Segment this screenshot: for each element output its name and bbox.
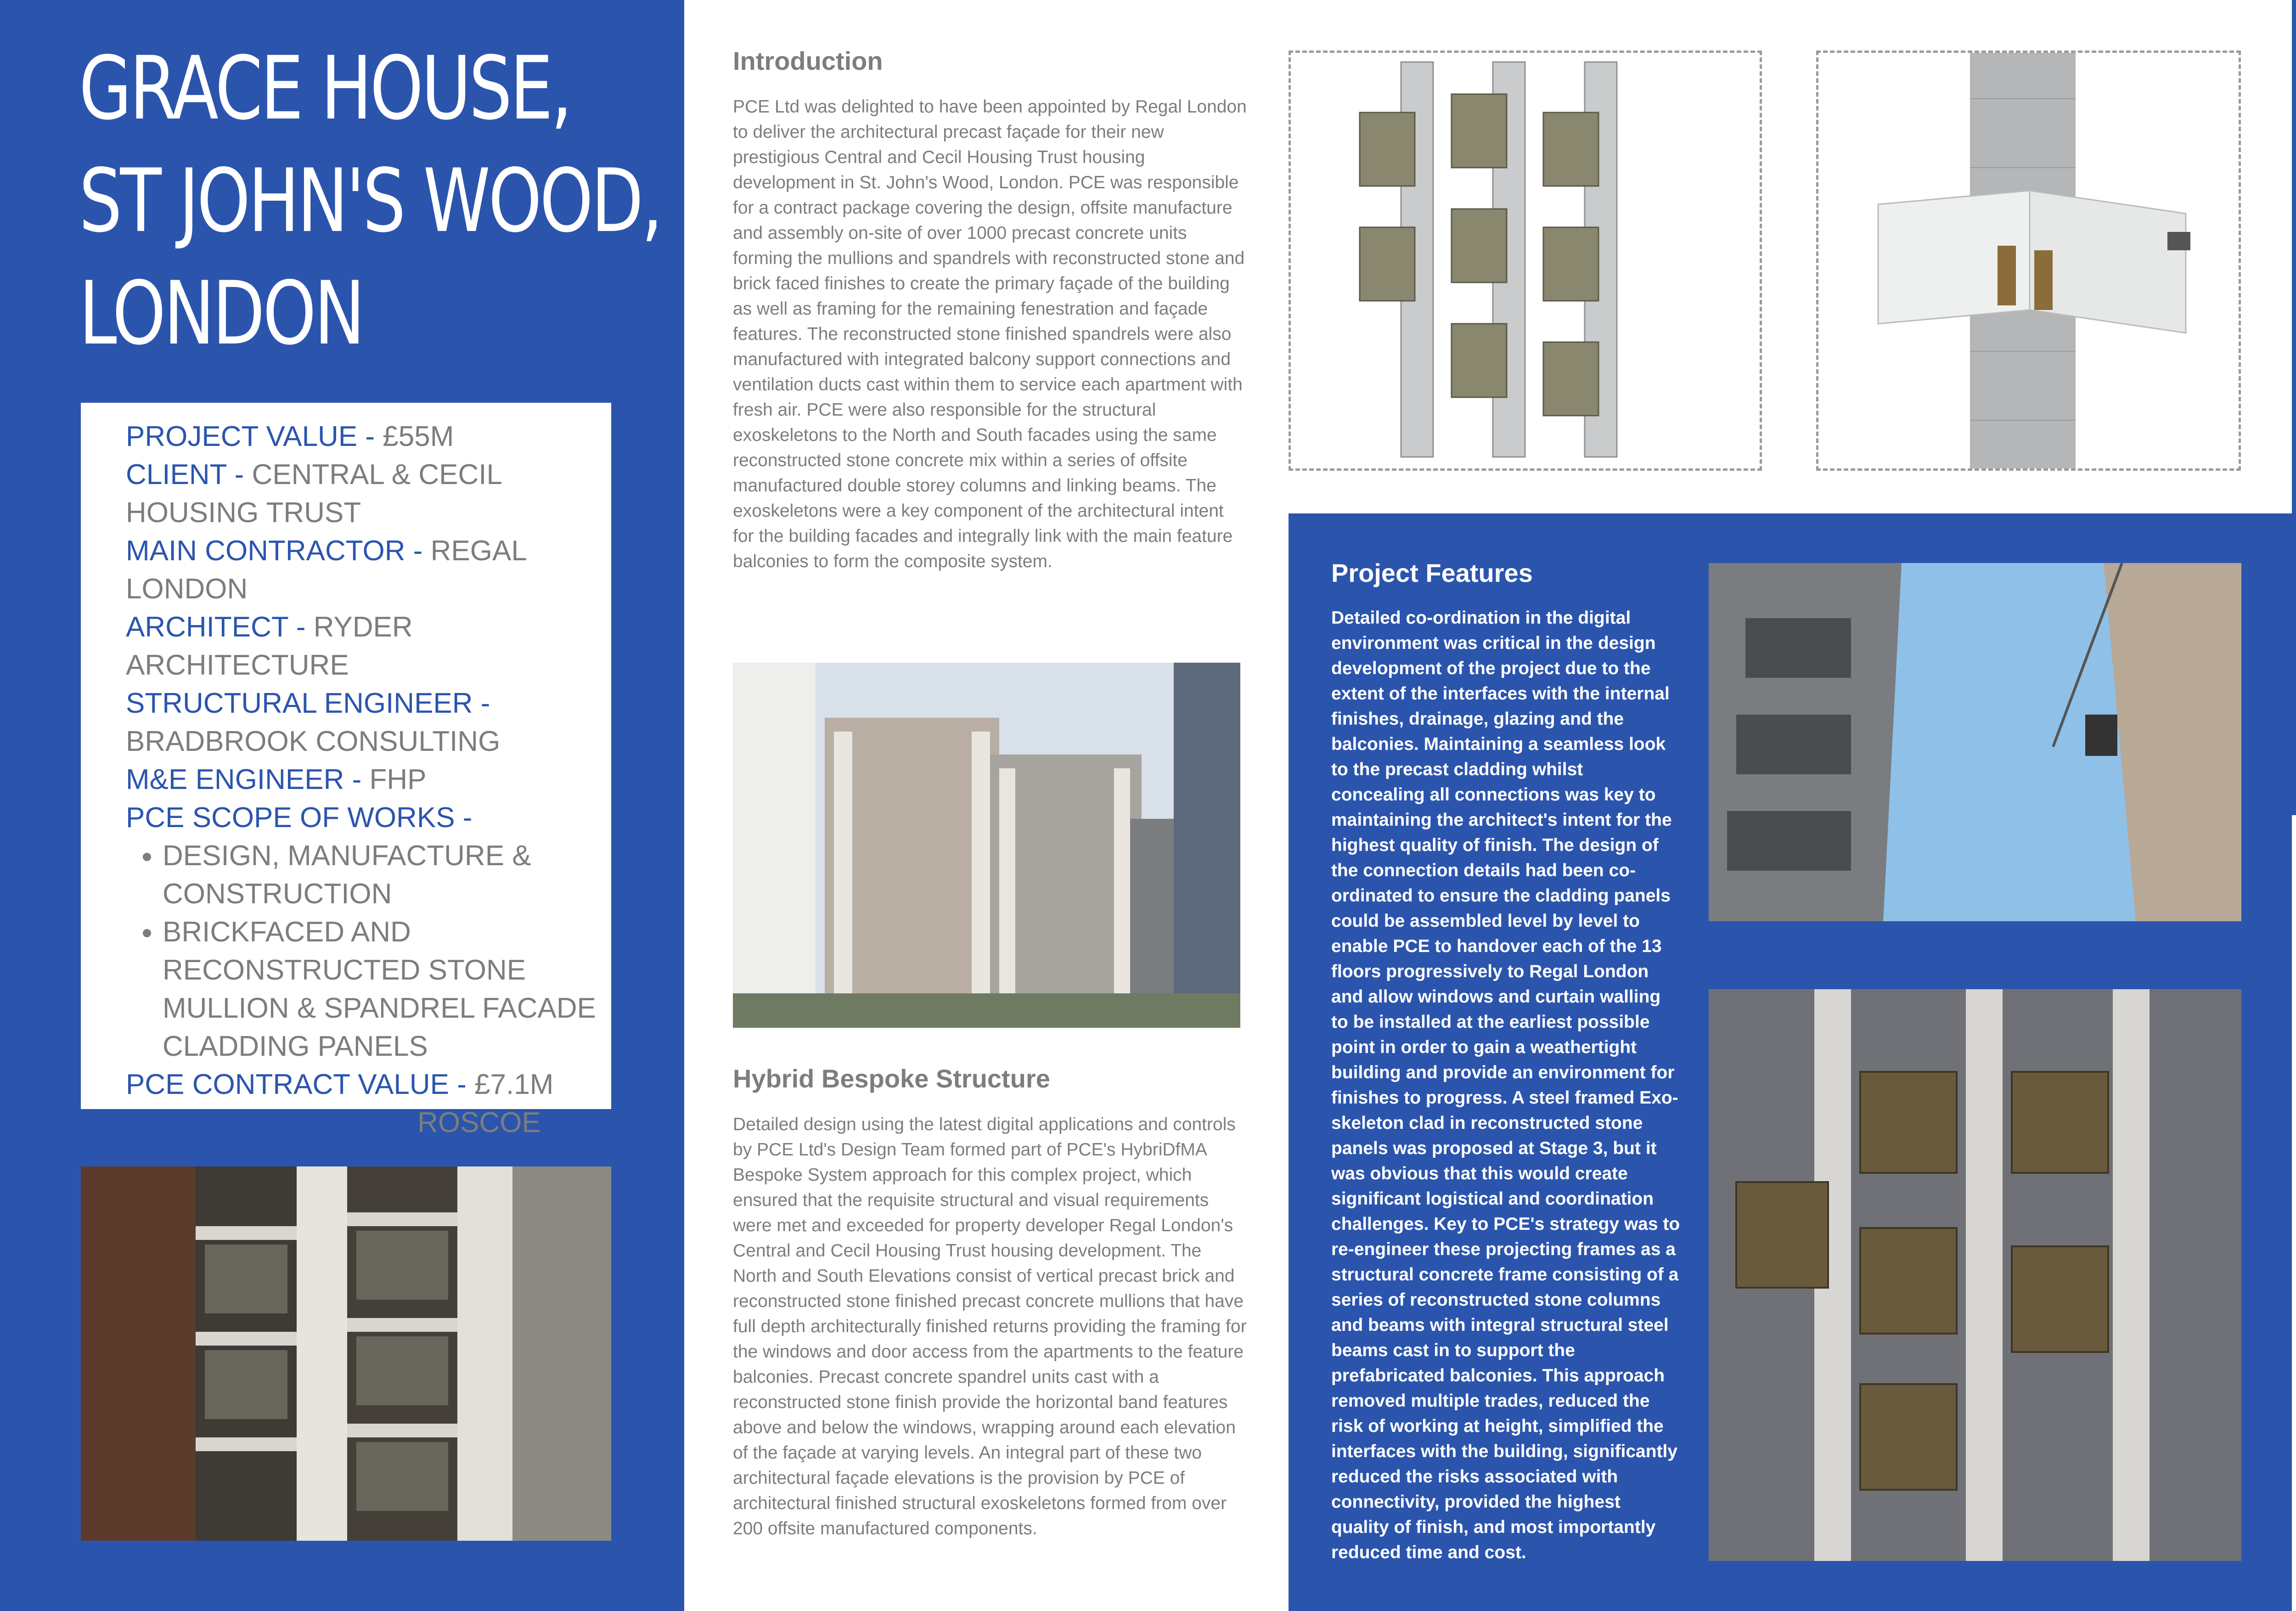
info-client: CLIENT - CENTRAL & CECIL HOUSING TRUST xyxy=(126,459,501,529)
info-external-design: EXTERNAL DESIGN - ROSCOE xyxy=(126,1107,541,1138)
info-project-value: PROJECT VALUE - £55M xyxy=(126,421,454,452)
info-contract-value: PCE CONTRACT VALUE - £7.1M xyxy=(126,1069,554,1100)
info-structural-engineer: STRUCTURAL ENGINEER - BRADBROOK CONSULTING xyxy=(126,687,501,757)
introduction-body: PCE Ltd was delighted to have been appointed by Regal London to deliver the architectural precast façade for their new prestigious Central and Cecil Housing Trust housing development in St. John's Wood, London. PCE was responsible for a contract package covering the design, offsite manufacture and assembly on-site of over 1000 precast concrete units forming the mullions and spandrels with reconstructed stone and brick faced finishes to create the primary façade of the building as well as framing for the remaining fenestration and façade features. The reconstructed stone finished spandrels were also manufactured with integrated balcony support connections and ventilation ducts cast within them to service each apartment with fresh air. PCE were also responsible for the structural exoskeletons to the North and South facades using the same reconstructed stone concrete mix within a series of offsite manufactured double storey columns and linking beams. The exoskeletons were a key component of the architectural intent for the building facades and integrally link with the main feature balconies to form the composite system. xyxy=(733,97,1247,571)
scope-item: • BRICKFACED AND RECONSTRUCTED STONE MULLION & SPANDREL FACADE CLADDING PANELS xyxy=(163,913,597,1065)
introduction-heading: Introduction xyxy=(733,46,883,75)
page-title xyxy=(79,32,676,370)
features-section xyxy=(1331,558,1680,1565)
features-heading: Project Features xyxy=(1331,558,1533,587)
exoskeleton-model-diagram xyxy=(1289,51,1762,471)
project-info-box xyxy=(81,403,611,1138)
balcony-crane-photo xyxy=(1709,563,2241,921)
info-me-engineer: M&E ENGINEER - FHP xyxy=(126,764,427,795)
title-line-3: LONDON xyxy=(79,263,363,364)
features-body: Detailed co-ordination in the digital environment was critical in the design development of the project due to the extent of the interfaces with the internal finishes, drainage, glazing and the balconies. Maintaining a seamless look to the precast cladding whilst concealing all connections was key to maintaining the architect's intent for the highest quality of finish. The design of the connection details had been co-ordinated to ensure the cladding panels could be assembled level by level to enable PCE to handover each of the 13 floors progressively to Regal London and allow windows and curtain walling to be installed at the earliest possible point in order to gain a weathertight building and provide an environment for finishes to progress. A steel framed Exo-skeleton clad in reconstructed stone panels was proposed at Stage 3, but it was obvious that this would create significant logistical and coordination challenges. Key to PCE's strategy was to re-engineer these projecting frames as a structural concrete frame consisting of a series of reconstructed stone columns and beams with integral structural steel beams cast in to support the prefabricated balconies. This approach removed multiple trades, reduced the risk of working at height, simplified the interfaces with the building, significantly reduced the risks associated with connectivity, provided the highest quality of finish, and most importantly reduced time and cost. xyxy=(1331,608,1680,1562)
info-architect: ARCHITECT - RYDER ARCHITECTURE xyxy=(126,611,413,681)
balcony-facade-photo xyxy=(81,1166,611,1541)
title-line-2: ST JOHN'S WOOD, xyxy=(79,150,661,252)
info-scope-of-works: PCE SCOPE OF WORKS - xyxy=(126,802,473,834)
hybrid-body: Detailed design using the latest digital applications and controls by PCE Ltd's Design Team formed part of PCE's HybriDfMA Bespoke System approach for this complex project, which ensured that the requisite structural and visual requirements were met and exceeded for property developer Regal London's Central and Cecil Housing Trust housing development. The North and South Elevations consist of vertical precast brick and reconstructed stone finished precast concrete mullions that have full depth architecturally finished returns providing the framing for the windows and door access from the apartments to the feature balconies. Precast concrete spandrel units cast with a reconstructed stone finish provide the horizontal band features above and below the windows, wrapping around each elevation of the façade at varying levels. An integral part of these two architectural façade elevations is the provision by PCE of architectural finished structural exoskeletons formed from over 200 offsite manufactured components. xyxy=(733,1115,1247,1538)
exoskeleton-balconies-photo xyxy=(1709,989,2241,1561)
info-main-contractor: MAIN CONTRACTOR - REGAL LONDON xyxy=(126,535,526,605)
scope-list xyxy=(126,837,597,1065)
right-blue-panel xyxy=(2292,0,2296,815)
hybrid-section xyxy=(733,1064,1247,1541)
title-line-1: GRACE HOUSE, xyxy=(79,38,571,139)
hybrid-heading: Hybrid Bespoke Structure xyxy=(733,1064,1050,1093)
scope-item: • DESIGN, MANUFACTURE & CONSTRUCTION xyxy=(163,837,597,913)
introduction-section xyxy=(733,46,1247,574)
building-render-image xyxy=(733,663,1240,1028)
connection-detail-diagram xyxy=(1816,51,2241,471)
